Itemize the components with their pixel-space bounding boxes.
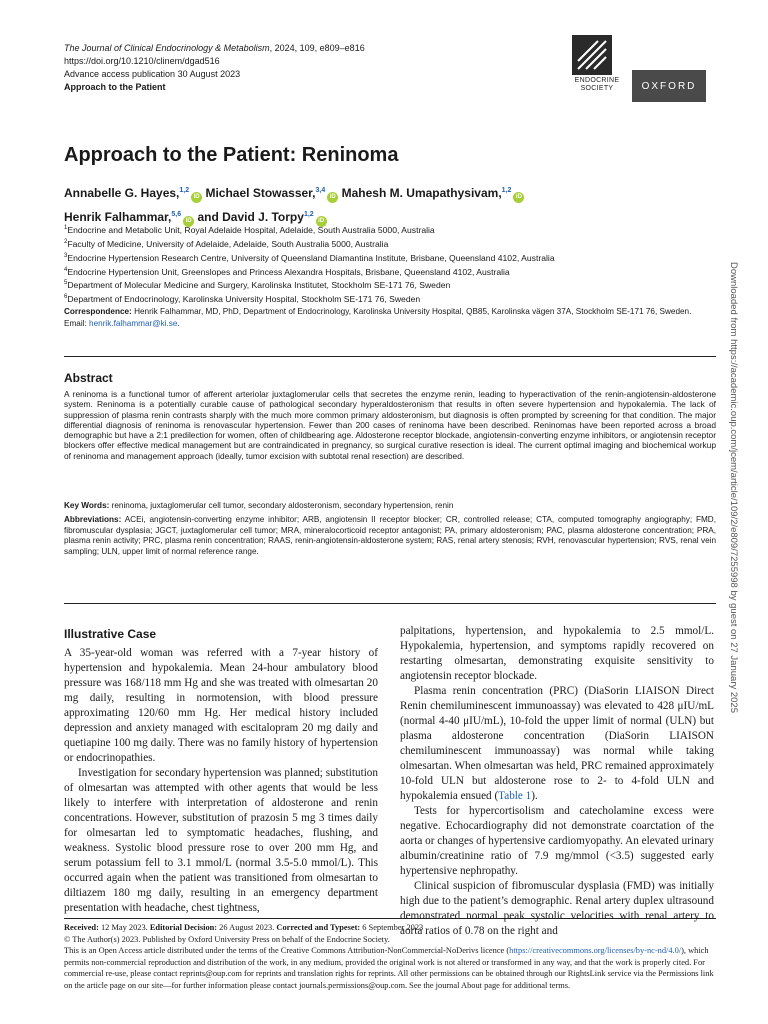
- endocrine-society-logo: [572, 35, 612, 75]
- journal-name: The Journal of Clinical Endocrinology & Metabolism: [64, 43, 270, 53]
- orcid-icon[interactable]: iD: [327, 192, 338, 203]
- license-link[interactable]: https://creativecommons.org/licenses/by-nc-nd/4.0/: [509, 946, 682, 955]
- orcid-icon[interactable]: iD: [316, 216, 327, 227]
- author[interactable]: Annabelle G. Hayes,$^{1,2}$iD: [64, 186, 202, 200]
- affiliation: $^5$Department of Molecular Medicine and Surgery, Karolinska Institutet, Stockholm SE-171 76, Sweden: [64, 280, 451, 291]
- orcid-icon[interactable]: iD: [191, 192, 202, 203]
- keywords: Key Words: reninoma, juxtaglomerular cell tumor, secondary aldosteronism, secondary hypertension, renin: [64, 501, 454, 510]
- download-notice-text: Downloaded from https://academic.oup.com/jcem/article/109/2/e809/7255998 by guest on 27 January 2025: [728, 262, 739, 714]
- table-link[interactable]: Table 1: [498, 790, 532, 802]
- author[interactable]: Mahesh M. Umapathysivam,$^{1,2}$iD: [342, 186, 525, 200]
- section-heading: Illustrative Case: [64, 627, 157, 641]
- dates: Received: 12 May 2023. Editorial Decision: 26 August 2023. Corrected and Typeset: 6 September 2023: [64, 923, 424, 932]
- journal-info: [64, 42, 365, 94]
- article-title: Approach to the Patient: Reninoma: [64, 144, 399, 166]
- abstract-text: A reninoma is a functional tumor of afferent arteriolar juxtaglomerular cells that secretes the enzyme renin, leading to hyperactivation of the renin-angiotensin-aldosterone system. Reninoma is a potentially curable cause of pathological secondary hyperaldosteronism that results in often severe hypertension and hypokalemia. The lack of suppression of plasma renin contrasts sharply with the much more common primary aldosteronism, but diagnosis is often prompted by screening for that condition. The major differential diagnosis of reninoma is renovascular hypertension. Fewer than 200 cases of reninoma have been described. Reninomas have been reported across a broad demographic but have a 2:1 predilection for women, often of childbearing age. Aldosterone receptor blockade, angiotensin-converting enzyme inhibitors, or angiotensin receptor blockers offer effective medical management but are contraindicated in pregnancy, so surgical curative resection is ideal. The current optimal imaging and biochemical workup of reninoma and management approach (ideally, tumor excision with subtotal renal resection) are described.: [64, 389, 716, 461]
- orcid-icon[interactable]: iD: [513, 192, 524, 203]
- orcid-icon[interactable]: iD: [183, 216, 194, 227]
- email-link[interactable]: henrik.falhammar@ki.se: [89, 318, 178, 328]
- oxford-logo: OXFORD: [632, 70, 706, 102]
- article-footer: [64, 922, 716, 991]
- divider: [64, 603, 716, 604]
- author[interactable]: Michael Stowasser,$^{3,4}$iD: [205, 186, 338, 200]
- affiliation: $^2$Faculty of Medicine, University of Adelaide, Adelaide, South Australia 5000, Australia: [64, 238, 389, 249]
- journal-doi[interactable]: https://doi.org/10.1210/clinem/dgad516: [64, 56, 220, 66]
- download-notice: [728, 262, 747, 784]
- license: This is an Open Access article distributed under the terms of the Creative Commons Attribution-NonCommercial-NoDerivs licence (https://creativecommons.org/licenses/by-nc-nd/4.0/), which permits non-commercial reproduction and distribution of the work, in any medium, provided the original work is not altered or transformed in any way, and that the work is properly cited. For commercial re-use, please contact reprints@oup.com for reprints and translation rights for reprints. All other permissions can be obtained through our RightsLink service via the Permissions link on the article page on our site—for further information please contact journals.permissions@oup.com. See the journal About page for additional terms.: [64, 946, 714, 990]
- affiliation: $^6$Department of Endocrinology, Karolinska University Hospital, Stockholm SE-171 76, Sweden: [64, 294, 421, 305]
- paragraph: palpitations, hypertension, and hypokalemia to 2.5 mmol/L. Hypokalemia, hypertension, and symptoms rapidly recovered on restarting olmesartan, demonstrating exquisite sensitivity to angiotensin receptor blockade.: [400, 625, 714, 682]
- divider: [64, 918, 716, 919]
- article-section: Approach to the Patient: [64, 82, 166, 92]
- abstract-heading: Abstract: [64, 371, 113, 385]
- paragraph: Tests for hypercortisolism and catecholamine excess were negative. Echocardiography did not demonstrate coarctation of the aorta or changes of hypertensive cardiomyopathy. An elevated urinary albumin/creatinine ratio of 7.9 mg/mmol (<3.5) suggested early hypertensive nephropathy.: [400, 805, 714, 877]
- correspondence: Correspondence: Henrik Falhammar, MD, PhD, Department of Endocrinology, Karolinska University Hospital, QB85, Karolinska vägen 37A, Stockholm SE-171 76, Sweden. Email: henrik.falhammar@ki.se.: [64, 307, 692, 328]
- abbreviations: Abbreviations: ACEi, angiotensin-converting enzyme inhibitor; ARB, angiotensin II receptor blocker; CR, controlled release; CTA, computed tomography angiography; FMD, fibromuscular dysplasia; JGCT, juxtaglomerular cell tumor; MRA, mineralocorticoid receptor antagonist; PA, primary aldosteronism; PAC, plasma aldosterone concentration; PRA, plasma renin activity; PRC, plasma renin concentration; RAAS, renin-angiotensin-aldosterone system; RAS, renal artery stenosis; RVH, renovascular hypertension; RVS, renal vein sampling; ULN, upper limit of normal reference range.: [64, 515, 716, 556]
- body-column-left: [64, 627, 378, 916]
- publisher-logos: [572, 35, 706, 123]
- paragraph: Clinical suspicion of fibromuscular dysplasia (FMD) was initially high due to the patient’s demographic. Renal artery duplex ultrasound demonstrated normal peak systolic velocities with renal artery to aorta ratios of 0.78 on the right and: [400, 880, 714, 937]
- journal-citation: , 2024, 109, e809–e816: [269, 43, 365, 53]
- affiliation: $^4$Endocrine Hypertension Unit, Greenslopes and Princess Alexandra Hospitals, Brisbane, Queensland 4102, Australia: [64, 266, 510, 277]
- affiliation: $^3$Endocrine Hypertension Research Centre, University of Queensland Diamantina Institute, Brisbane, Queensland 4102, Australia: [64, 252, 555, 263]
- affiliation: $^1$Endocrine and Metabolic Unit, Royal Adelaide Hospital, Adelaide, South Australia 5000, Australia: [64, 224, 435, 235]
- paragraph: A 35-year-old woman was referred with a 7-year history of hypertension and hypokalemia. Mean 24-hour ambulatory blood pressure was 168/118 mm Hg and she was treated with olmesartan 20 mg daily, resulting in normotension, with blood pressure approximating 120/60 mm Hg. Her medical history included depression and anxiety managed with escitalopram 20 mg daily and quetiapine 100 mg daily. There was no family history of hypertension or endocrinopathies.: [64, 647, 378, 764]
- advance-access: Advance access publication 30 August 2023: [64, 69, 241, 79]
- author-list: [64, 180, 704, 228]
- paragraph: Plasma renin concentration (PRC) (DiaSorin LIAISON Direct Renin chemiluminescent immunoassay) was elevated to 428 μIU/mL (normal 4-40 μIU/mL), 10-fold the upper limit of normal (ULN) but plasma aldosterone concentration (DiaSorin LIAISON chemiluminescent immunoassay) was normal while taking olmesartan. When olmesartan was held, PRC remained approximately 10-fold ULN but aldosterone rose to 2- to 4-fold ULN and hypokalemia ensued (Table 1).: [400, 685, 714, 802]
- divider: [64, 356, 716, 357]
- author[interactable]: and David J. Torpy$^{1,2}$iD: [197, 210, 326, 224]
- author[interactable]: Henrik Falhammar,$^{5,6}$iD: [64, 210, 194, 224]
- affiliations: [64, 222, 555, 305]
- copyright: © The Author(s) 2023. Published by Oxford University Press on behalf of the Endocrine Society.: [64, 934, 390, 944]
- paragraph: Investigation for secondary hypertension was planned; substitution of olmesartan was attempted with other agents that would be less likely to interfere with interpretation of aldosterone and renin concentrations. However, substitution of prazosin 5 mg 3 times daily for olmesartan led to symptomatic headaches, flushing, and weakness. Systolic blood pressure rose to over 200 mm Hg, and serum potassium fell to 3.1 mmol/L (normal 3.5-5.0 mmol/L). This occurred again when the patient was transitioned from olmesartan to diltiazem 180 mg daily, resulting in an emergency department presentation with headache, chest tightness,: [64, 767, 378, 914]
- body-column-right: [400, 624, 714, 939]
- endocrine-society-mark-icon: [572, 35, 612, 75]
- endocrine-society-wordmark: ENDOCRINE SOCIETY: [574, 77, 620, 92]
